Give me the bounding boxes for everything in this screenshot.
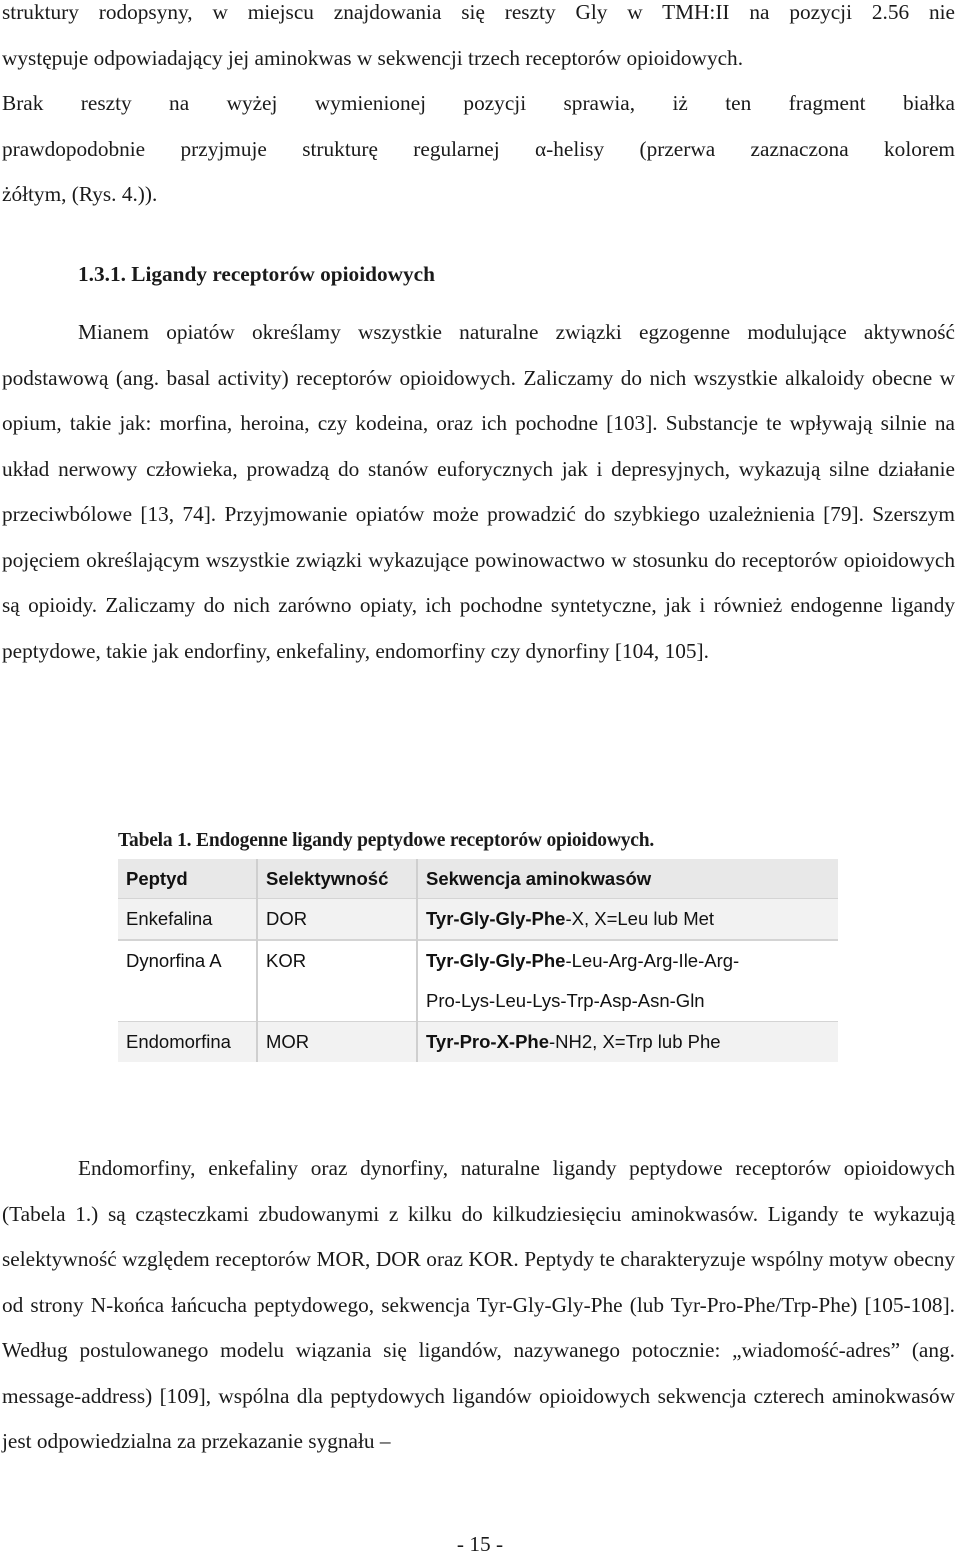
sequence-rest: -NH2, X=Trp lub Phe (549, 1031, 721, 1052)
paragraph-line: Brak reszty na wyżej wymienionej pozycji sprawia, iż ten fragment białka (2, 91, 955, 115)
selectivity-cell: DOR (257, 899, 417, 941)
paragraph-line: żółtym, (Rys. 4.)). (2, 182, 158, 206)
table-header-cell: Peptyd (118, 859, 257, 899)
peptide-cell: Enkefalina (118, 899, 257, 941)
section-heading: 1.3.1. Ligandy receptorów opioidowych (78, 262, 435, 286)
page-number: - 15 - (456, 1532, 504, 1556)
ligands-table (118, 859, 838, 1062)
table-row (118, 899, 838, 941)
paragraph-line: prawdopodobnie przyjmuje strukturę regularnej α-helisy (przerwa zaznaczona kolorem (2, 136, 955, 161)
sequence-rest: -X, X=Leu lub Met (565, 908, 715, 929)
paragraph-line: występuje odpowiadający jej aminokwas w sekwencji trzech receptorów opioidowych. (2, 45, 744, 70)
paragraph-bottom: Endomorfiny, enkefaliny oraz dynorfiny, naturalne ligandy peptydowe receptorów opioidowych (Tabela 1.) są cząsteczkami zbudowanymi z kilku do kilkudziesięciu aminokwasów. Ligandy te wykazują selektywność względem receptorów MOR, DOR oraz KOR. Peptydy te charakteryzuje wspólny motyw obecny od strony N-końca łańcucha peptydowego, sekwencja Tyr-Gly-Gly-Phe (lub Tyr-Pro-Phe/Trp-Phe) [105-108]. Według postulowanego modelu wiązania się ligandów, nazywanego potocznie: „wiadomość-adres” (ang. message-address) [109], wspólna dla peptydowych ligandów opioidowych sekwencja czterech aminokwasów jest odpowiedzialna za przekazanie sygnału – (2, 1156, 955, 1453)
sequence-motif: Tyr-Gly-Gly-Phe (426, 908, 566, 929)
paragraph-ligands: Mianem opiatów określamy wszystkie naturalne związki egzogenne modulujące aktywność podstawową (ang. basal activity) receptorów opioidowych. Zaliczamy do nich wszystkie alkaloidy obecne w opium, takie jak: morfina, heroina, czy kodeina, oraz ich pochodne [103]. Substancje te wpływają silnie na układ nerwowy człowieka, prowadzą do stanów euforycznych jak i depresyjnych, wykazują silne działanie przeciwbólowe [13, 74]. Przyjmowanie opiatów może prowadzić do szybkiego uzależnienia [79]. Szerszym pojęciem określającym wszystkie związki wykazujące powinowactwo w stosunku do receptorów opioidowych są opioidy. Zaliczamy do nich zarówno opiaty, ich pochodne syntetyczne, jak i również endogenne ligandy peptydowe, takie jak endorfiny, enkefaliny, endomorfiny czy dynorfiny [104, 105]. (2, 320, 955, 663)
selectivity-value: KOR (266, 950, 307, 971)
selectivity-cell: MOR (257, 1022, 417, 1063)
table-header-row (118, 859, 838, 899)
peptide-cell (118, 940, 257, 1022)
table-caption: Tabela 1. Endogenne ligandy peptydowe receptorów opioidowych. (118, 830, 655, 851)
peptide-cell: Endomorfina (118, 1022, 257, 1063)
sequence-rest: -Leu-Arg-Arg-Ile-Arg- (565, 950, 740, 971)
sequence-cell (417, 940, 838, 1022)
table-header-cell: Selektywność (257, 859, 417, 899)
sequence-line (426, 941, 838, 981)
paragraph-top (2, 0, 955, 218)
sequence-cell (417, 899, 838, 941)
sequence-motif: Tyr-Pro-X-Phe (426, 1031, 550, 1052)
table-row (118, 940, 838, 1022)
selectivity-cell (257, 940, 417, 1022)
sequence-line: Pro-Lys-Leu-Lys-Trp-Asp-Asn-Gln (426, 990, 705, 1011)
table-row (118, 1022, 838, 1063)
paragraph-line: struktury rodopsyny, w miejscu znajdowania się reszty Gly w TMH:II na pozycji 2.56 nie (2, 0, 955, 24)
table-header-cell: Sekwencja aminokwasów (417, 859, 838, 899)
sequence-cell (417, 1022, 838, 1063)
peptide-name: Dynorfina A (126, 950, 222, 971)
sequence-motif: Tyr-Gly-Gly-Phe (426, 950, 566, 971)
